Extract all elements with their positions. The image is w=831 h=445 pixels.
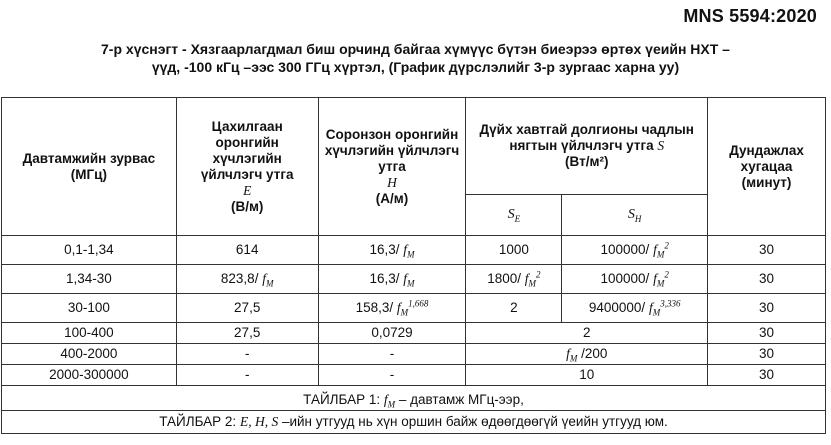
standard-code: MNS 5594:2020 (683, 6, 817, 26)
header-averaging-time: Дундажлах хугацаа (минут) (708, 98, 826, 236)
caption-line-2: үүд, -100 кГц –ээс 300 ГГц хүртэл, (График дүрслэлийг 3-р зургаас харна уу) (151, 59, 680, 75)
note-2: ТАЙЛБАР 2: E, H, S –ийн утгууд нь хүн оршин байж өдөөгдөөгүй үеийн утгууд юм. (2, 411, 826, 434)
header-s-h: $S_H$ (562, 195, 708, 236)
caption-line-1: 7-р хүснэгт - Хязгаарлагдмал биш орчинд байгаа хүмүүс бүтэн биеэрээ өртөх үеийн НХТ – (101, 41, 730, 57)
table-row: 400-2000 - - $f_M$ /200 30 (2, 344, 826, 365)
table-caption (0, 40, 831, 76)
table-row: 100-400 27,5 0,0729 2 30 (2, 323, 826, 344)
table-row: 1,34-30 823,8/ $f_M$ 16,3/ $f_M$ 1800/ $f_M^2$ 100000/ $f_M^2$ 30 (2, 265, 826, 294)
header-electric-field: Цахилгаан оронгийн хүчлэгийн үйлчлэгч утга E (В/м) (176, 98, 318, 236)
header-power-density: Дүйх хавтгай долгионы чадлын нягтын үйлчлэгч утга S (Вт/м²) (466, 98, 708, 195)
exposure-limits-table (1, 97, 826, 434)
header-frequency: Давтамжийн зурвас (МГц) (2, 98, 177, 236)
table-row: 0,1-1,34 614 16,3/ $f_M$ 1000 100000/ $f_M^2$ 30 (2, 236, 826, 265)
table-row: 30-100 27,5 158,3/ $f_M^{1,668}$ 2 9400000/ $f_M^{3,336}$ 30 (2, 294, 826, 323)
note-1: ТАЙЛБАР 1: $f_M$ – давтамж МГц-ээр, (2, 386, 826, 411)
table-row: 2000-300000 - - 10 30 (2, 365, 826, 386)
header-s-e: $S_E$ (466, 195, 562, 236)
header-magnetic-field: Соронзон оронгийн хүчлэгийн үйлчлэгч утга H (А/м) (318, 98, 466, 236)
